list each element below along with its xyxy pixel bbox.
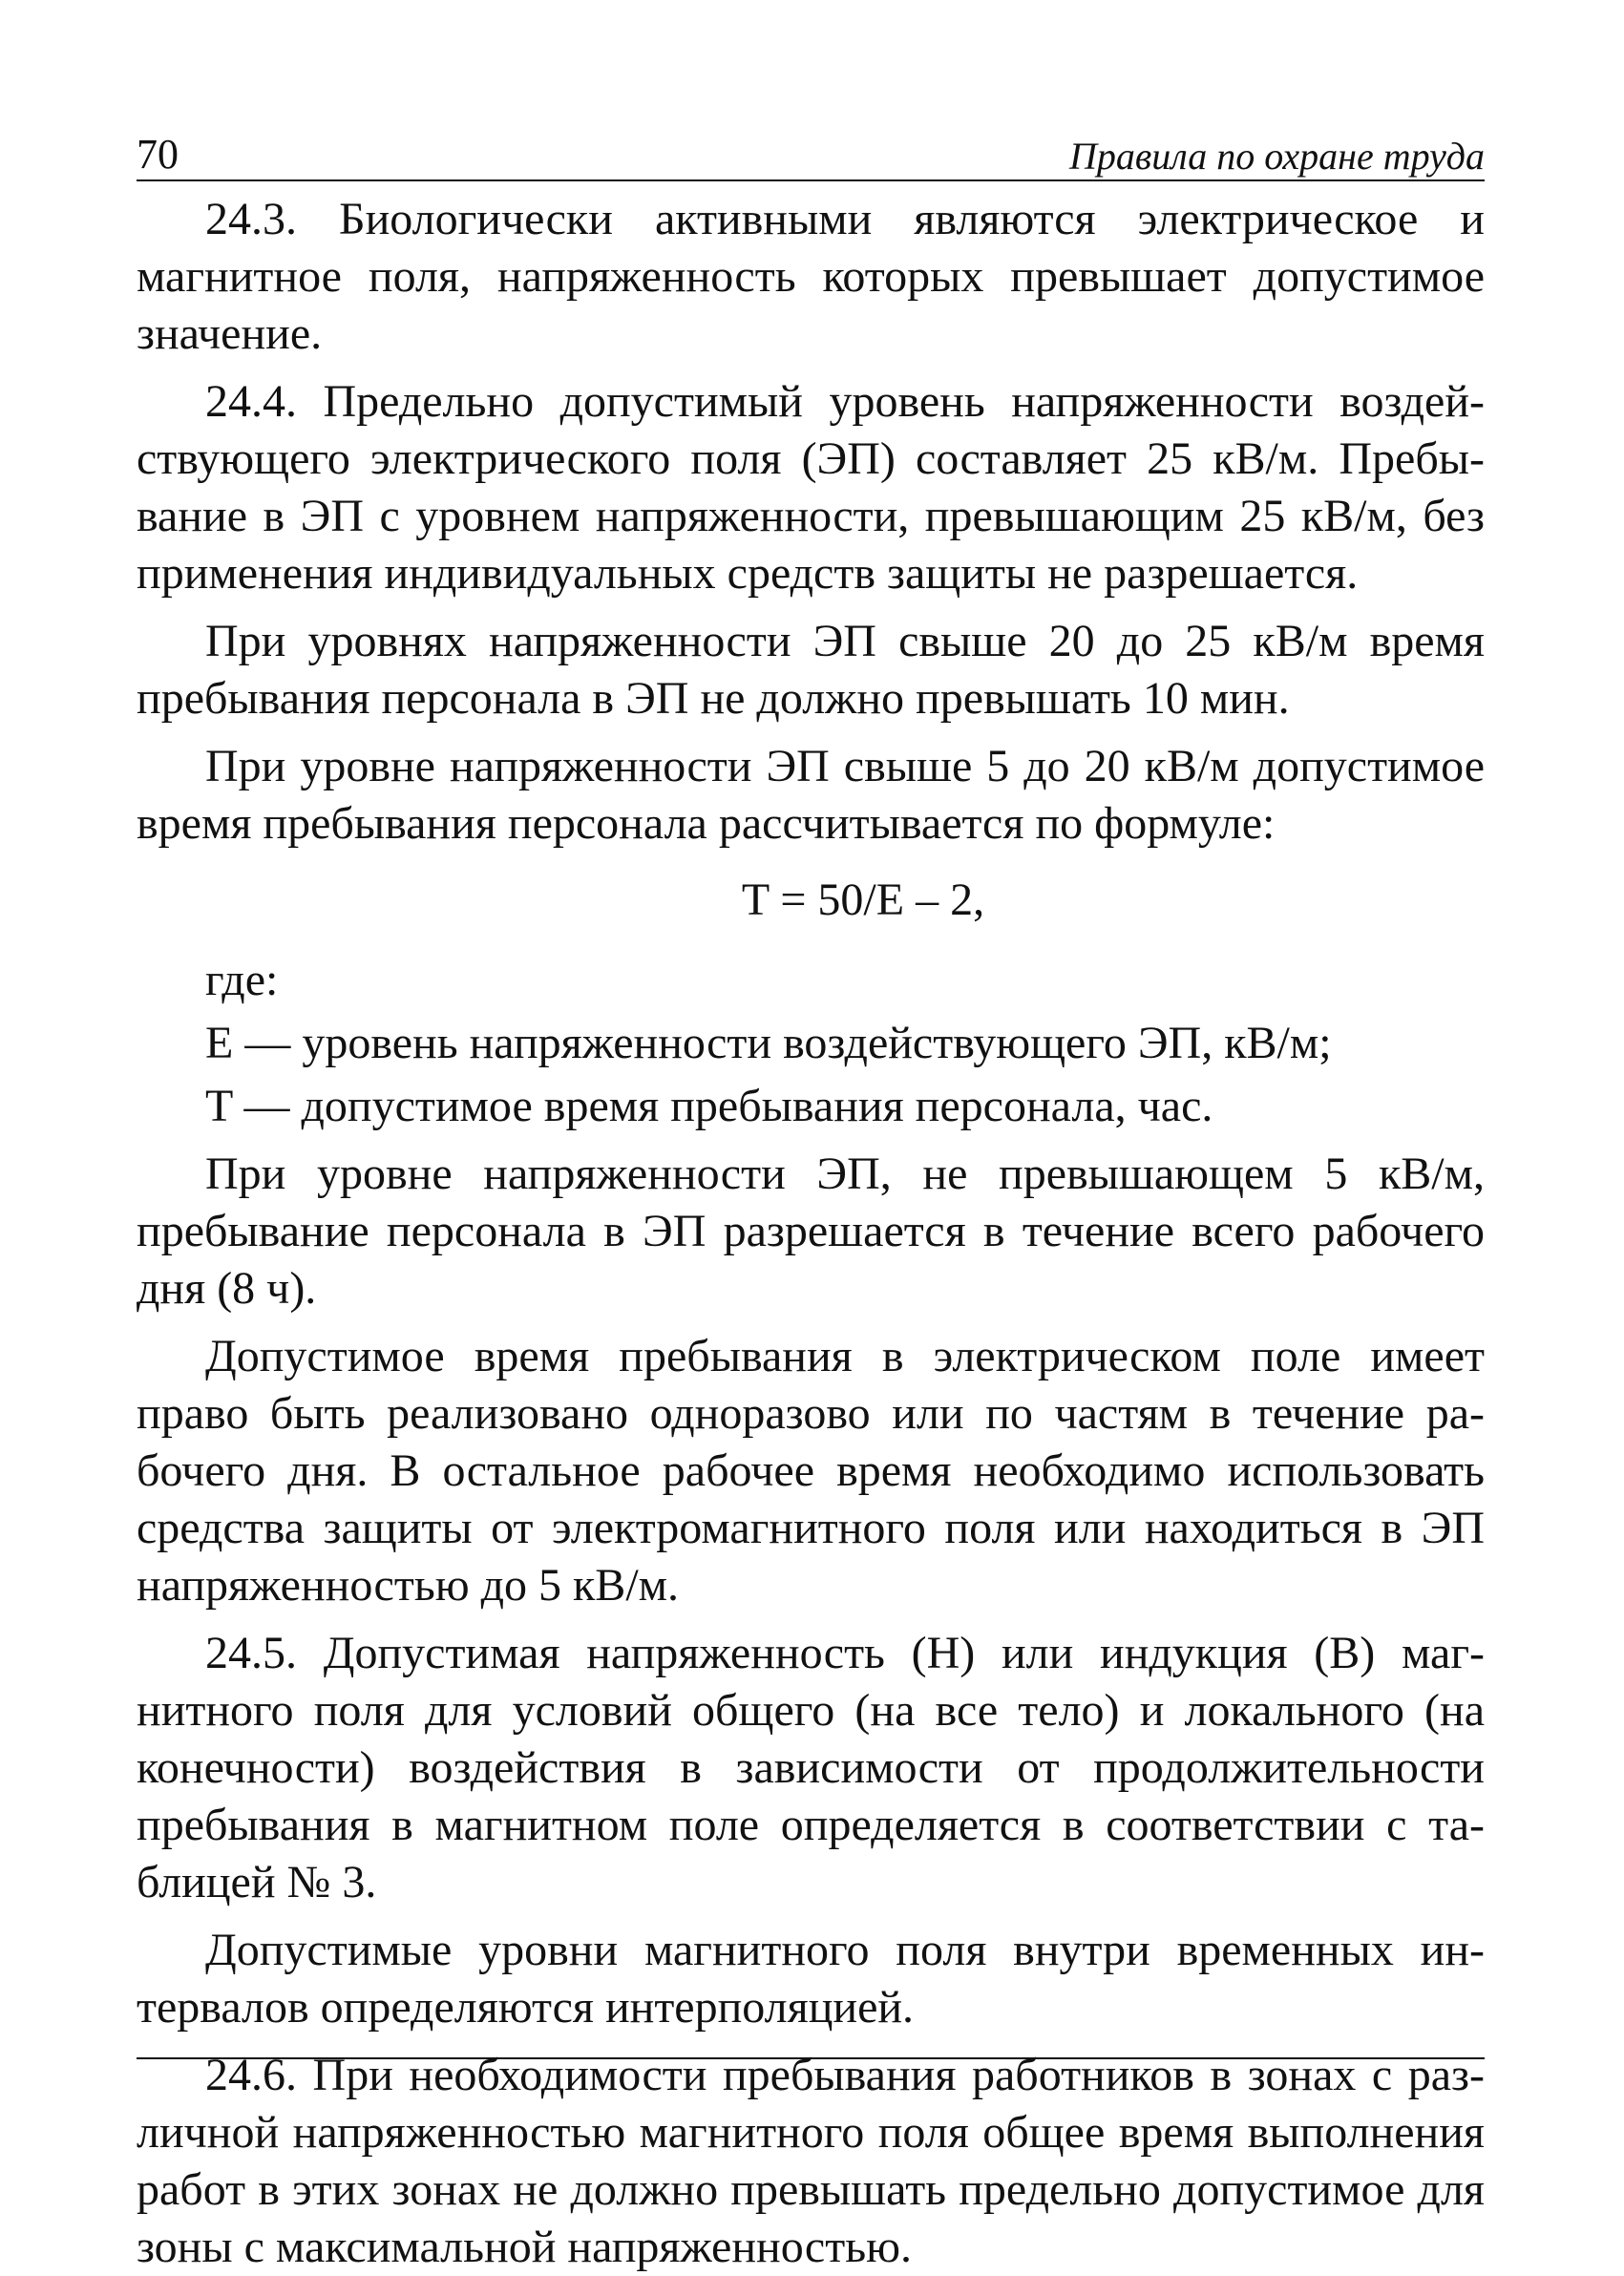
formula-where-label: где: (205, 955, 279, 1005)
paragraph-time-limit: При уровнях напряженности ЭП свыше 20 до 25 кВ/м время пребывания персонала в ЭП не должно превышать 10 мин. (137, 616, 1485, 724)
paragraph-24-3: 24.3. Биологически активными являются электрическое и магнитное поля, напряженность которых превышает допустимое значение. (137, 194, 1485, 359)
running-title: Правила по охране труда (1069, 135, 1485, 178)
bottom-rule (137, 2057, 1485, 2059)
formula-definition-e: E — уровень напряженности воздействующего ЭП, кВ/м; (205, 1018, 1332, 1068)
paragraph-interpolation: Допустимые уровни магнитного поля внутри временных интервалов определяются интерполяцией. (137, 1925, 1485, 2033)
formula-definition-t: T — допустимое время пребывания персонала, час. (205, 1081, 1213, 1131)
page-number: 70 (137, 131, 179, 178)
paragraph-formula-intro: При уровне напряженности ЭП свыше 5 до 20 кВ/м допустимое время пребывания персонала рассчитывается по формуле: (137, 741, 1485, 849)
body-text (137, 191, 1485, 2276)
running-header (137, 122, 1485, 181)
formula: T = 50/E – 2, (741, 875, 985, 925)
paragraph-24-4: 24.4. Предельно допустимый уровень напряженности воздействующего электрического поля (ЭП) составляет 25 кВ/м. Пребывание в ЭП с уровнем напряженности, превышающим 25 кВ/м, без применения индивидуальных средств защиты не разрешается. (137, 376, 1485, 599)
paragraph-protection: Допустимое время пребывания в электрическом поле имеет право быть реализовано одноразово или по частям в течение рабочего дня. В остальное рабочее время необходимо использовать средства защиты от электромагнитного поля или находиться в ЭП напряженностью до 5 кВ/м. (137, 1331, 1485, 1611)
document-page (137, 122, 1485, 2276)
paragraph-24-6: 24.6. При необходимости пребывания работников в зонах с различной напряженностью магнитного поля общее время выполнения работ в этих зонах не должно превышать предельно допустимое для зоны с максимальной напряженностью. (137, 2050, 1485, 2272)
paragraph-workday: При уровне напряженности ЭП, не превышающем 5 кВ/м, пребывание персонала в ЭП разрешается в течение всего рабочего дня (8 ч). (137, 1149, 1485, 1314)
paragraph-24-5: 24.5. Допустимая напряженность (Н) или индукция (В) магнитного поля для условий общего (на все тело) и локального (на конечности) воздействия в зависимости от продолжительности пребывания в магнитном поле определяется в соответствии с таблицей № 3. (137, 1628, 1485, 1907)
